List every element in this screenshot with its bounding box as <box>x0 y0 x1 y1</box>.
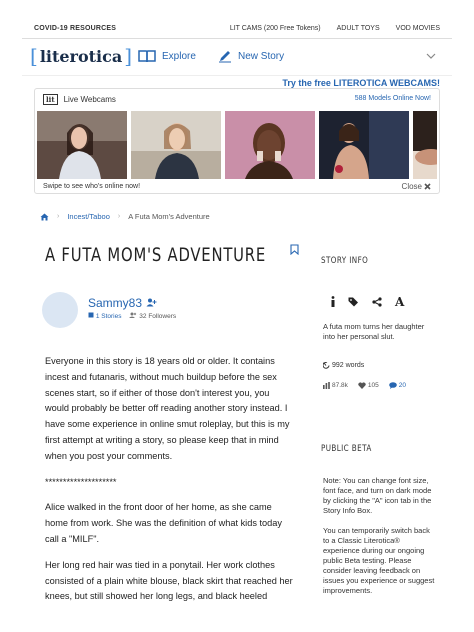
lit-badge: lit <box>43 94 58 105</box>
story-body <box>45 354 295 615</box>
close-icon <box>424 183 431 190</box>
book-icon <box>138 49 156 63</box>
story-paragraph: Alice walked in the front door of her home, as she came home from work. She was the definition of what kids today call a "MILF". <box>45 502 282 544</box>
author-stories-link[interactable]: 1 Stories <box>88 312 121 320</box>
heart-icon <box>358 382 366 389</box>
comments-stat[interactable]: 20 <box>389 382 406 389</box>
svg-text:A: A <box>395 296 405 307</box>
story-paragraph: ******************** <box>45 476 117 487</box>
followers-icon <box>129 312 137 318</box>
info-icon[interactable] <box>330 296 336 307</box>
adult-toys-link[interactable]: ADULT TOYS <box>336 25 380 32</box>
public-beta-heading-wrap <box>321 444 441 454</box>
story-description: A futa mom turns her daughter into her personal slut. <box>323 322 425 341</box>
story-info-tabs <box>330 296 405 307</box>
webcam-thumbnail[interactable] <box>37 111 127 179</box>
tags-icon[interactable] <box>348 297 360 307</box>
avatar[interactable] <box>42 292 78 328</box>
breadcrumb-separator: › <box>117 213 121 220</box>
breadcrumb-current: A Futa Mom's Adventure <box>128 212 210 221</box>
lit-cams-link[interactable]: LIT CAMS (200 Free Tokens) <box>229 25 321 32</box>
book-stack-icon <box>88 312 94 318</box>
breadcrumb <box>40 212 210 221</box>
author-followers: 32 Followers <box>129 312 176 320</box>
views-stat: 87.8k <box>323 382 348 389</box>
story-info-heading: STORY INFO <box>321 256 369 266</box>
top-links <box>230 25 440 32</box>
webcam-promo-link[interactable]: Try the free LITEROTICA WEBCAMS! <box>282 78 440 88</box>
beta-classic-note: You can temporarily switch back to a Classic Literotica® experience during our ongoing public Beta testing. Please consider leaving feedback on issues you experience or suggest improvements. <box>323 526 435 595</box>
new-story-button[interactable] <box>218 49 284 63</box>
story-paragraph: Everyone in this story is 18 years old or older. It contains incest and futanaris, without much buildup before the sex scenes start, so if either of those don't interest you, you would probably be better off reading another story instead. I have some experience in online smut roleplay, but this is my first attempt at writing a story, so please keep that in mind when you post your comments. <box>45 356 290 461</box>
public-beta-heading: PUBLIC BETA <box>321 444 372 454</box>
pencil-icon <box>218 49 232 63</box>
close-webcams-button[interactable] <box>402 182 431 191</box>
favorites-stat[interactable]: 105 <box>358 382 379 389</box>
breadcrumb-separator: › <box>57 213 60 220</box>
story-info-heading-wrap <box>321 256 441 266</box>
share-icon[interactable] <box>372 297 382 307</box>
covid-resources-link[interactable]: COVID-19 RESOURCES <box>34 25 117 32</box>
word-count: 992 words <box>323 362 364 369</box>
new-story-label: New Story <box>238 50 285 62</box>
font-settings-icon[interactable] <box>394 296 405 307</box>
top-bar <box>0 0 474 38</box>
author-meta <box>88 312 176 320</box>
live-webcams-label: Live Webcams <box>63 95 116 104</box>
vod-movies-link[interactable]: VOD MOVIES <box>395 25 440 32</box>
bookmark-icon[interactable] <box>290 244 299 255</box>
chevron-down-icon[interactable] <box>426 51 436 62</box>
story-title: A FUTA MOM'S ADVENTURE <box>45 244 267 266</box>
webcam-thumbnail[interactable] <box>131 111 221 179</box>
webcam-widget <box>34 88 440 194</box>
beta-note: Note: You can change font size, font face, and turn on dark mode by clicking the "A" icon tab in the Story Info Box. <box>323 476 432 515</box>
swipe-hint: Swipe to see who's online now! <box>43 183 141 190</box>
word-count-icon <box>323 362 330 369</box>
explore-label: Explore <box>162 50 196 62</box>
webcam-thumbnail[interactable] <box>413 111 437 179</box>
story-stats <box>323 382 406 389</box>
breadcrumb-category-link[interactable]: Incest/Taboo <box>67 212 110 221</box>
webcam-thumbnail[interactable] <box>225 111 315 179</box>
bar-chart-icon <box>323 382 330 389</box>
author-name-link[interactable]: Sammy83 <box>88 296 143 310</box>
webcam-thumbnail[interactable] <box>319 111 409 179</box>
webcam-header <box>43 94 116 105</box>
home-icon[interactable] <box>40 213 49 221</box>
close-label: Close <box>401 182 422 191</box>
comment-icon <box>389 382 397 389</box>
site-logo[interactable]: [ literotica ] <box>30 44 133 68</box>
explore-button[interactable] <box>138 49 196 63</box>
webcam-strip[interactable] <box>37 111 437 179</box>
story-paragraph: Her long red hair was tied in a ponytail. Her work clothes consisted of a plain white blouse, black skirt that reached her knees, but still showed her long legs, and black heeled <box>45 559 293 602</box>
follow-author-icon[interactable] <box>146 298 157 307</box>
models-online-link[interactable]: 588 Models Online Now! <box>354 95 431 102</box>
main-nav <box>22 38 452 76</box>
